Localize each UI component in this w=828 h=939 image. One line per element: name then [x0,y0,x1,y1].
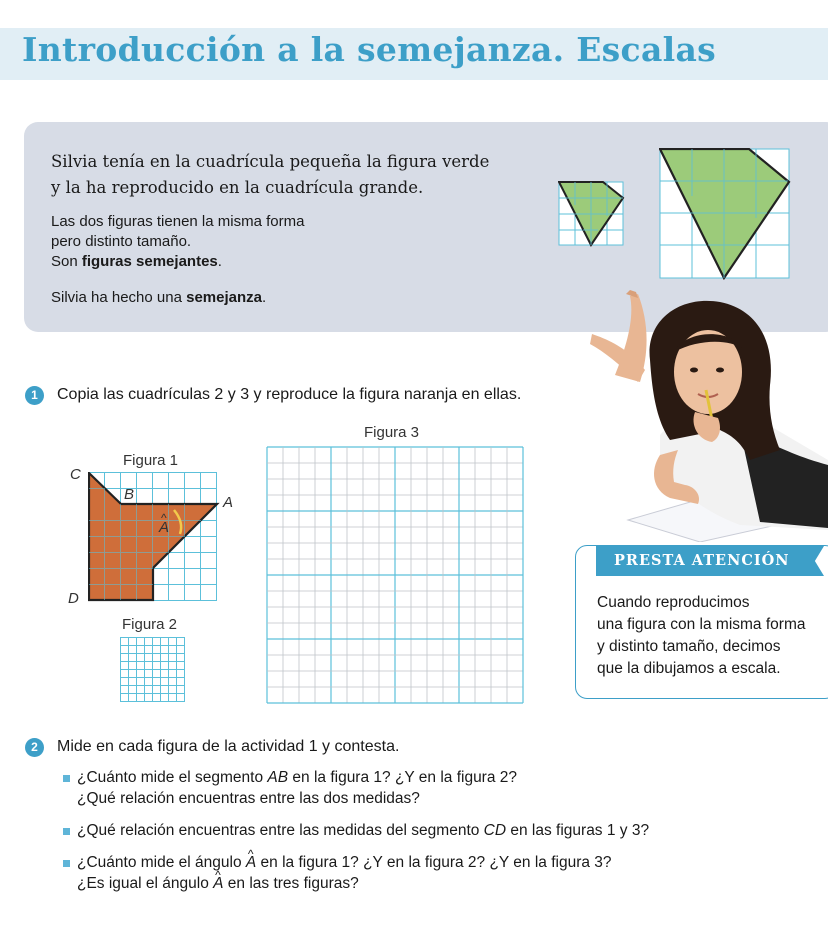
segment-label: CD [483,822,507,839]
text-segment: en la figura 1? ¿Y en la figura 2? ¿Y en la figura 3? [256,854,612,871]
question-3 [77,852,612,894]
presta-atencion-title: PRESTA ATENCIÓN [614,552,790,569]
question-3-line-1 [77,852,612,873]
point-label-c: C [70,466,81,483]
angle-symbol: ^ A [246,852,256,873]
text-segment: en las figuras 1 y 3? [506,822,650,839]
text-segment: . [262,289,267,306]
intro-paragraph-2 [51,212,304,272]
figura-2-label: Figura 2 [122,616,178,633]
question-2 [77,820,649,841]
question-1-line-2: ¿Qué relación encuentras entre las dos medidas? [77,790,420,807]
activity-2-text: Mide en cada figura de la actividad 1 y contesta. [57,738,400,755]
presta-line-4: que la dibujamos a escala. [597,660,781,677]
bold-term: semejanza [186,289,262,306]
text-segment: en la figura 1? ¿Y en la figura 2? [288,769,518,786]
text-segment: . [217,253,222,270]
presta-atencion-text [597,592,828,680]
text-segment: en las tres figuras? [223,875,359,892]
figura-1-grid [88,472,220,604]
angle-symbol: ^ A [159,519,169,536]
figura-1-label: Figura 1 [123,452,179,469]
point-label-d: D [68,590,79,607]
bullet-marker [63,775,70,782]
large-green-grid [659,148,791,280]
intro-p2-line-3 [51,252,304,272]
point-label-a: A [223,494,234,511]
figura-3-label: Figura 3 [364,424,420,441]
intro-line-2: y la ha reproducido en la cuadrícula grande. [51,178,424,197]
page-title: Introducción a la semejanza. Escalas [22,30,717,69]
presta-line-2: una figura con la misma forma [597,616,806,633]
intro-serif-text [51,149,521,201]
girl-illustration [590,290,828,542]
figura-2-grid [120,637,186,703]
text-segment: ¿Qué relación encuentras entre las medidas del segmento [77,822,484,839]
activity-1-text: Copia las cuadrículas 2 y 3 y reproduce la figura naranja en ellas. [57,386,522,403]
intro-p2-line-2: pero distinto tamaño. [51,233,192,250]
bold-term: figuras semejantes [81,253,218,270]
bullet-marker [63,828,70,835]
text-segment: ¿Cuánto mide el ángulo [77,854,246,871]
figura-3-grid [266,446,524,704]
angle-label-a [159,519,169,536]
question-1-line-1 [77,767,517,788]
point-label-b: B [124,486,135,503]
question-1 [77,767,517,809]
activity-1-number: 1 [25,386,44,405]
intro-line-1: Silvia tenía en la cuadrícula pequeña la figura verde [51,152,490,171]
presta-line-3: y distinto tamaño, decimos [597,638,781,655]
small-green-grid [558,181,626,247]
text-segment: Silvia ha hecho una [51,289,187,306]
segment-label: AB [267,769,289,786]
bullet-marker [63,860,70,867]
text-segment: Son [51,253,82,270]
presta-line-1: Cuando reproducimos [597,594,750,611]
angle-symbol: ^ A [213,873,223,894]
text-segment: ¿Cuánto mide el segmento [77,769,268,786]
intro-p2-line-1: Las dos figuras tienen la misma forma [51,213,305,230]
text-segment: ¿Es igual el ángulo [77,875,214,892]
intro-paragraph-3 [51,288,266,308]
question-3-line-2 [77,873,612,894]
activity-2-number: 2 [25,738,44,757]
